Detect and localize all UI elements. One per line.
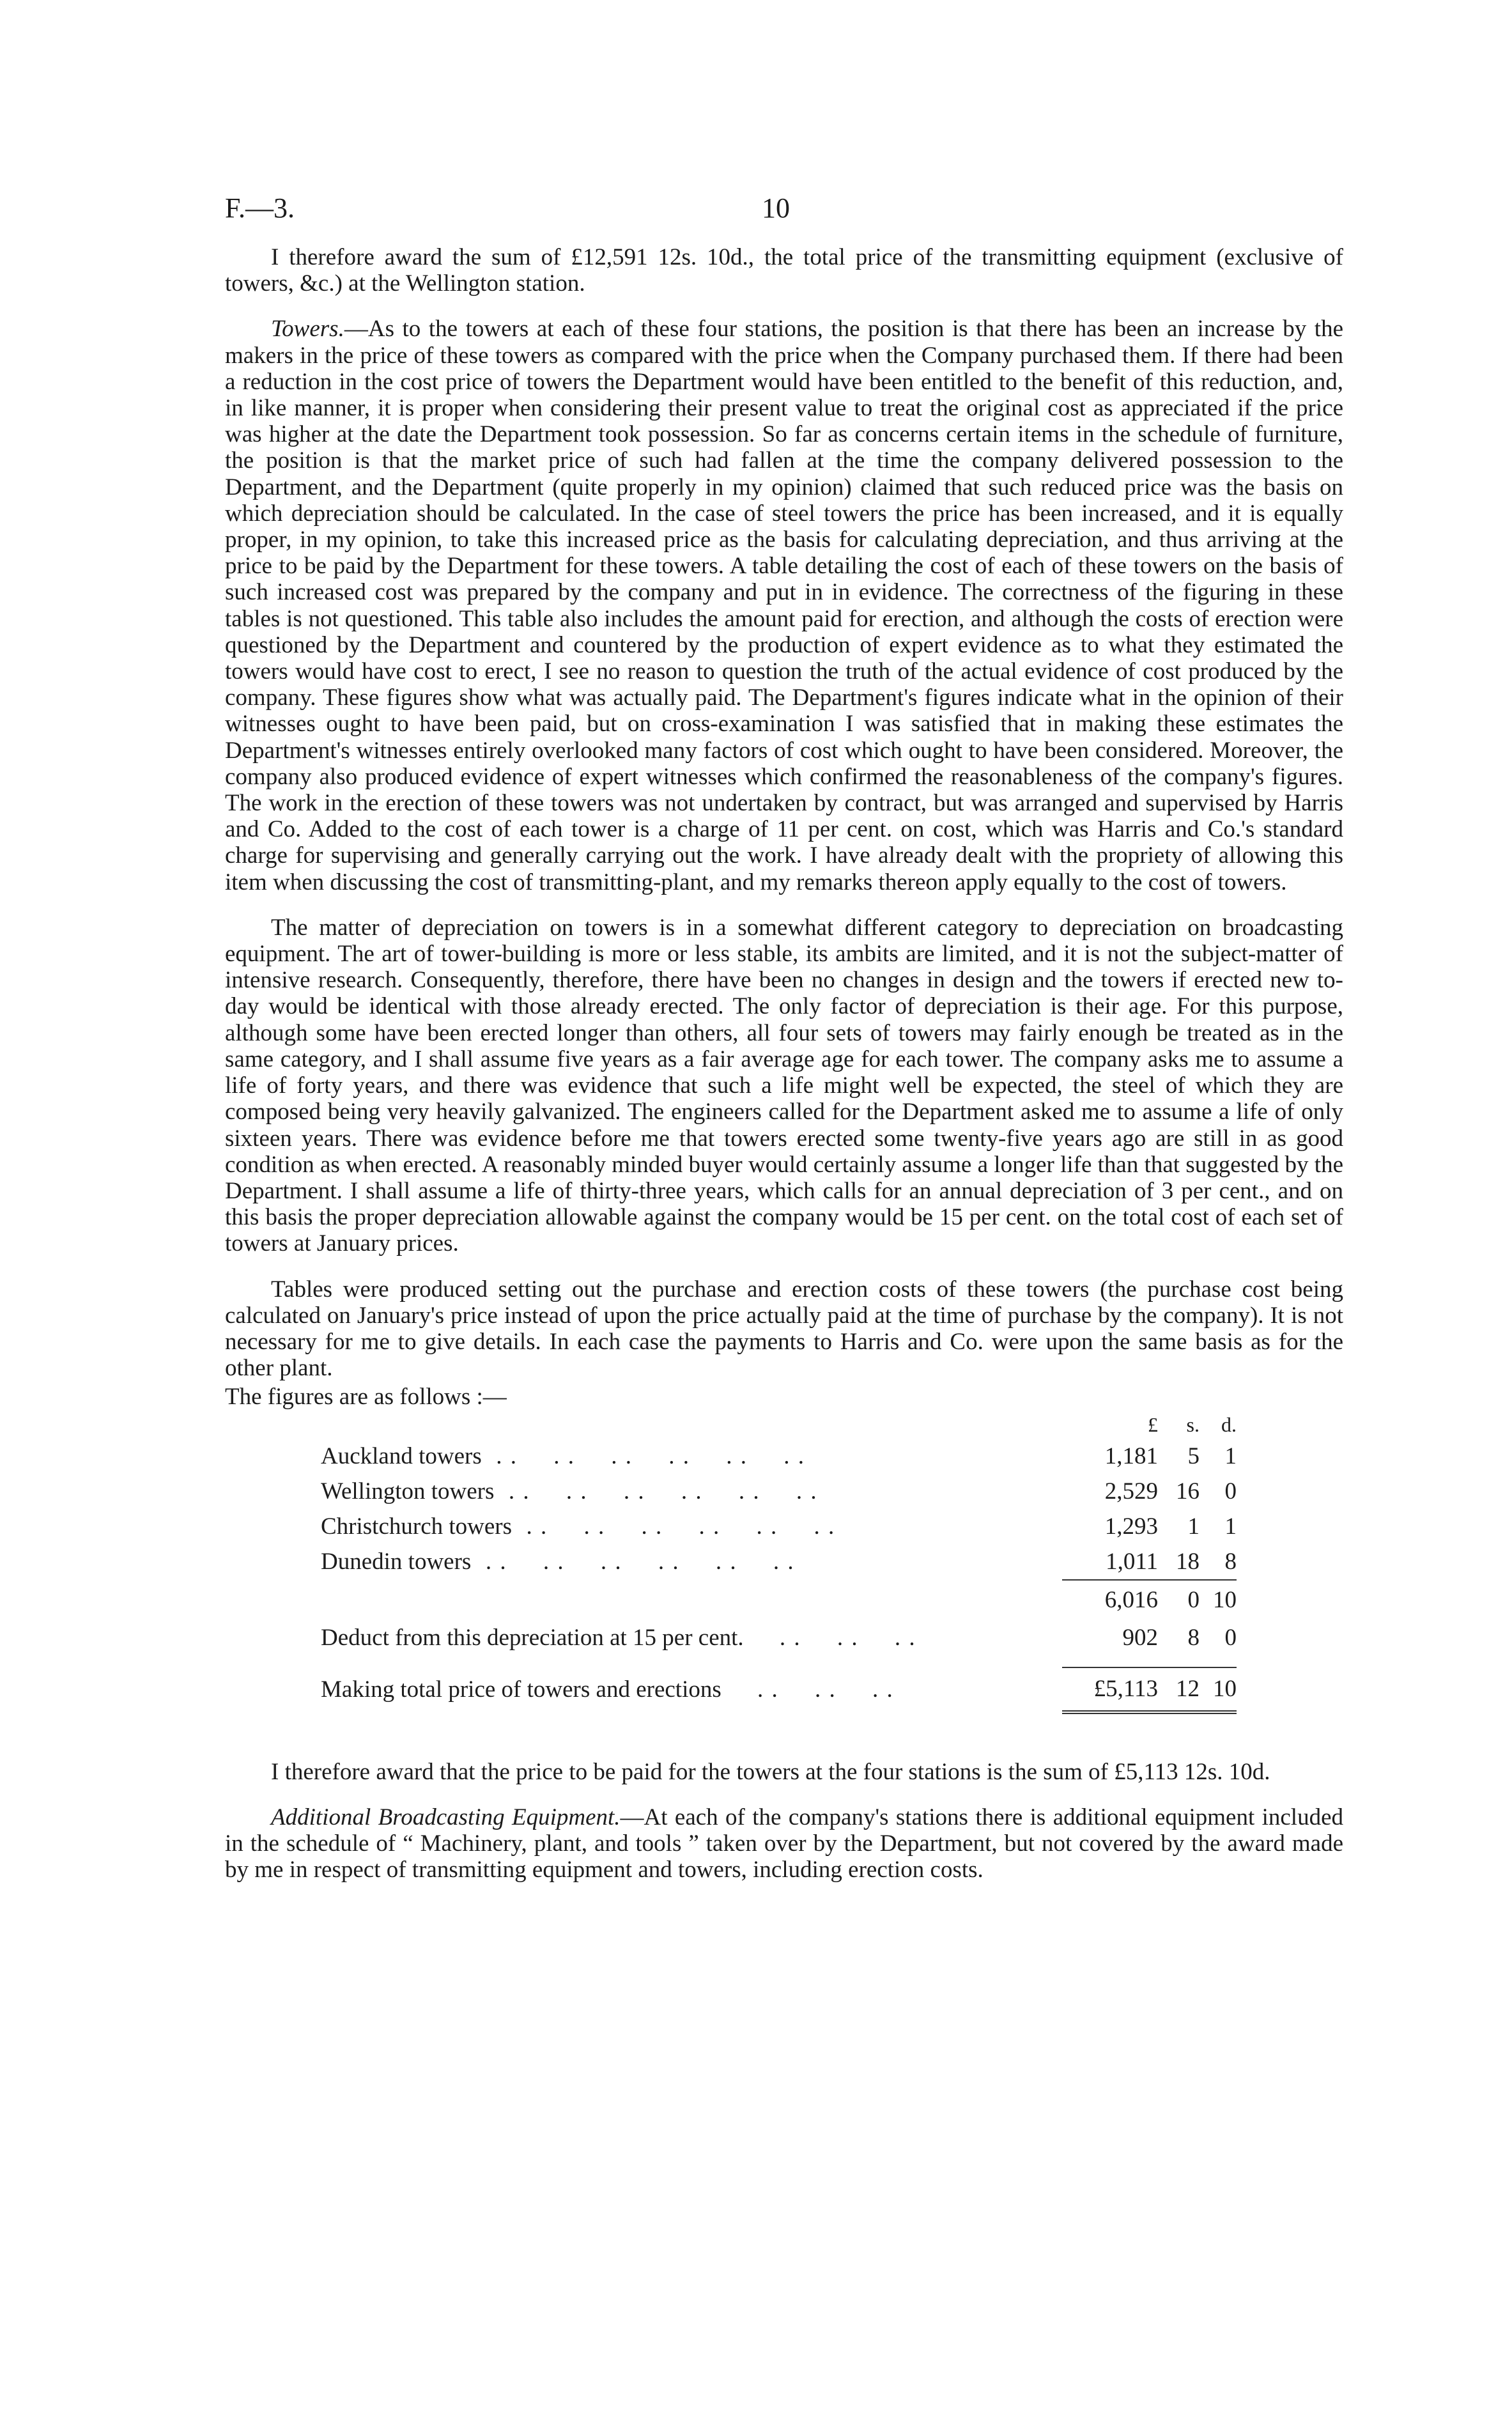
deduction-pounds: 902 bbox=[1122, 1624, 1158, 1651]
row-shillings: 16 bbox=[1176, 1478, 1200, 1504]
total-pounds: £5,113 bbox=[1062, 1667, 1158, 1712]
document-reference: F.—3. bbox=[225, 192, 295, 224]
additional-text: —At each of the company's stations there is additional equipment included in the schedule of “ Machinery, plant, and tools ” taken over by the Department, but not covered by the award made by me in respect of transmitting equipment and towers, including erection costs. bbox=[225, 1804, 1343, 1883]
towers-text: —As to the towers at each of these four stations, the position is that there has been an increase by the makers in the price of these towers as compared with the price when the Company purchased them. If there had been a reduction in the cost price of towers the Department would have been entitled to the benefit of this reduction, and, in like manner, it is proper when considering their present value to treat the original cost as appreciated if the price was higher at the date the Department took possession. So far as concerns certain items in the schedule of furniture, the position is that the market price of such had fallen at the time the company delivered possession to the Department, and the Department (quite properly in my opinion) claimed that such reduced price was the basis on which depreciation should be calculated. In the case of steel towers the price has been increased, and it is equally proper, in my opinion, to take this increased price as the basis for calculating depreciation, and thus arriving at the price to be paid by the Department for these towers. A table detailing the cost of each of these towers on the basis of such increased cost was prepared by the company and put in in evidence. The correctness of the figuring in these tables is not questioned. This table also includes the amount paid for erection, and although the costs of erection were questioned by the Department and countered by the production of expert evidence as to what they estimated the towers would have cost to erect, I see no reason to question the truth of the actual evidence of cost produced by the company. These figures show what was actually paid. The Department's figures indicate what in the opinion of their witnesses ought to have been paid, but on cross-examination I was satisfied that in making these estimates the Department's witnesses entirely overlooked many factors of cost which ought to have been considered. Moreover, the company also produced evidence of expert witnesses which confirmed the reasonableness of the company's figures. The work in the erection of these towers was not undertaken by contract, but was arranged and supervised by Harris and Co. Added to the cost of each tower is a charge of 11 per cent. on cost, which was Harris and Co.'s standard charge for supervising and generally carrying out the work. I have already dealt with the propriety of allowing this item when discussing the cost of transmitting-plant, and my remarks thereon apply equally to the cost of towers. bbox=[225, 316, 1343, 895]
document-body bbox=[225, 244, 1343, 1902]
pence-header: d. bbox=[1221, 1413, 1237, 1437]
deduction-row bbox=[321, 1620, 1237, 1655]
paragraph-additional-equipment bbox=[225, 1804, 1343, 1883]
subtotal-shillings: 0 bbox=[1158, 1580, 1200, 1620]
row-leaders: . . . . . . . . . . . . bbox=[481, 1442, 805, 1469]
subtotal-row bbox=[321, 1580, 1237, 1620]
row-leaders: . . . . . . . . . . . . bbox=[471, 1549, 795, 1575]
deduction-leaders: . . . . . . bbox=[743, 1624, 916, 1651]
row-pence: 1 bbox=[1224, 1513, 1237, 1540]
row-shillings: 18 bbox=[1176, 1548, 1200, 1575]
deduction-shillings: 8 bbox=[1187, 1624, 1200, 1651]
subtotal-pence: 10 bbox=[1200, 1580, 1237, 1620]
row-leaders: . . . . . . . . . . . . bbox=[494, 1478, 818, 1504]
additional-heading: Additional Broadcasting Equipment. bbox=[271, 1804, 621, 1830]
row-pounds: 1,011 bbox=[1106, 1548, 1158, 1575]
row-label: Wellington towers bbox=[321, 1478, 495, 1504]
row-pounds: 1,293 bbox=[1104, 1513, 1158, 1540]
row-pounds: 2,529 bbox=[1104, 1478, 1158, 1504]
table-row bbox=[321, 1439, 1237, 1474]
deduction-label: Deduct from this depreciation at 15 per cent. bbox=[321, 1624, 744, 1651]
page-header bbox=[225, 192, 1343, 236]
towers-cost-table bbox=[321, 1412, 1237, 1714]
row-label: Auckland towers bbox=[321, 1442, 482, 1469]
row-leaders: . . . . . . . . . . . . bbox=[512, 1513, 836, 1540]
total-leaders: . . . . . . bbox=[721, 1676, 894, 1703]
table-row bbox=[321, 1474, 1237, 1509]
paragraph-towers bbox=[225, 316, 1343, 895]
currency-header-row bbox=[321, 1412, 1237, 1439]
paragraph-award-towers: I therefore award that the price to be paid for the towers at the four stations is the sum of £5,113 12s. 10d. bbox=[271, 1758, 1270, 1785]
row-shillings: 5 bbox=[1187, 1442, 1200, 1469]
paragraph-depreciation: The matter of depreciation on towers is in a somewhat different category to depreciation on broadcasting equipment. The art of tower-building is more or less stable, its ambits are limited, and it is not the subject-matter of intensive research. Consequently, therefore, there have been no changes in design and the towers if erected new to-day would be identical with those already erected. The only factor of depreciation is their age. For this purpose, although some have been erected longer than others, all four sets of towers may fairly enough be treated as in the same category, and I shall assume five years as a fair average age for each tower. The company asks me to assume a life of forty years, and there was evidence that such a life might well be expected, the steel of which they are composed being very heavily galvanized. The engineers called for the Department asked me to assume a life of only sixteen years. There was evidence before me that towers erected some twenty-five years ago are still in as good condition as when erected. A reasonably minded buyer would certainly assume a longer life than that suggested by the Department. I shall assume a life of thirty-three years, which calls for an annual depreciation of 3 per cent., and on this basis the proper depreciation allowable against the company would be 15 per cent. on the total cost of each set of towers at January prices. bbox=[225, 914, 1343, 1257]
figures-intro: The figures are as follows :— bbox=[225, 1384, 507, 1411]
shillings-header: s. bbox=[1186, 1413, 1200, 1437]
row-pence: 1 bbox=[1224, 1442, 1237, 1469]
page-number: 10 bbox=[762, 192, 790, 224]
towers-heading: Towers. bbox=[271, 316, 344, 343]
table-row bbox=[321, 1544, 1237, 1580]
pounds-header: £ bbox=[1148, 1413, 1158, 1437]
total-row bbox=[321, 1667, 1237, 1712]
row-label: Christchurch towers bbox=[321, 1513, 513, 1540]
total-shillings: 12 bbox=[1158, 1667, 1200, 1712]
paragraph-tables-produced: Tables were produced setting out the purchase and erection costs of these towers (the purchase cost being calculated on January's price instead of upon the price actually paid at the time of purchase by the company). It is not necessary for me to give details. In each case the payments to Harris and Co. were upon the same basis as for the other plant. bbox=[225, 1276, 1343, 1382]
subtotal-pounds: 6,016 bbox=[1062, 1580, 1158, 1620]
row-pounds: 1,181 bbox=[1104, 1442, 1158, 1469]
total-label: Making total price of towers and erections bbox=[321, 1676, 721, 1703]
row-pence: 0 bbox=[1224, 1478, 1237, 1504]
deduction-pence: 0 bbox=[1224, 1624, 1237, 1651]
total-pence: 10 bbox=[1200, 1667, 1237, 1712]
table-row bbox=[321, 1509, 1237, 1544]
row-pence: 8 bbox=[1224, 1548, 1237, 1575]
row-label: Dunedin towers bbox=[321, 1549, 472, 1575]
paragraph-award-transmitting: I therefore award the sum of £12,591 12s. 10d., the total price of the transmitting equipment (exclusive of towers, &c.) at the Wellington station. bbox=[225, 244, 1343, 297]
row-shillings: 1 bbox=[1187, 1513, 1200, 1540]
